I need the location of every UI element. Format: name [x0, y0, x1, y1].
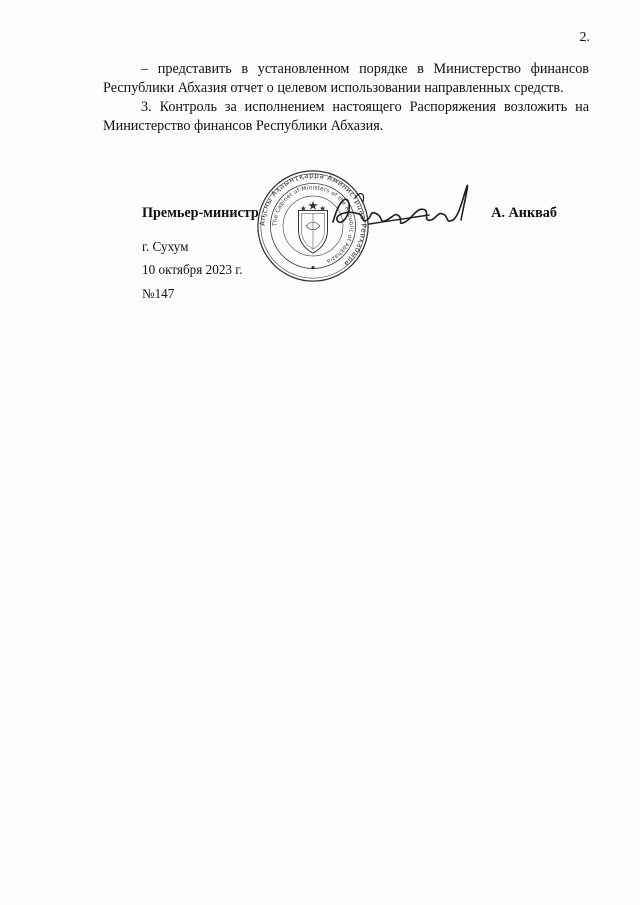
- svg-text:Аҧсны Аҳәынҭқарра Аминистрцәа: Аҧсны Аҳәынҭқарра Аминистрцәа Реиҳабыра: [257, 170, 369, 269]
- page-number: 2.: [579, 30, 590, 45]
- signature-block: [142, 205, 557, 225]
- document-number: №147: [142, 286, 175, 301]
- signatory-title: Премьер-министр: [142, 205, 259, 221]
- signatory-name: А. Анкваб: [491, 205, 557, 221]
- svg-text:The Cabinet of Ministers of th: The Cabinet of Ministers of the Republic of Abkhazia: [272, 185, 354, 264]
- document-body: [103, 60, 589, 136]
- document-date: 10 октября 2023 г.: [142, 262, 243, 277]
- paragraph-control: 3. Контроль за исполнением настоящего Распоряжения возложить на Министерство финансов Республики Абхазия.: [103, 99, 589, 134]
- paragraph-report: – представить в установленном порядке в Министерство финансов Республики Абхазия отчет о целевом использовании направленных средств.: [103, 61, 589, 96]
- document-place: г. Сухум: [142, 239, 189, 254]
